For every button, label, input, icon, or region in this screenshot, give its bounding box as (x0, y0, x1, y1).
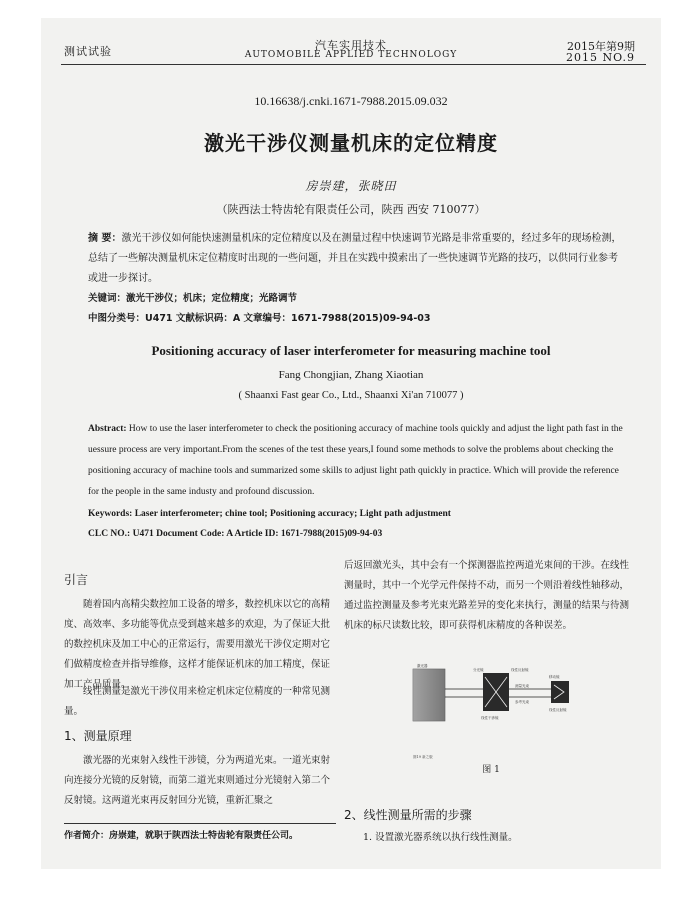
abstract-en-text: How to use the laser interferometer to check the positioning accuracy of machine tools quickly and adjust the light path fast in the uessure process are very important.From the scenes of the test these years,I found some methods to solve the problems about checking the positioning accuracy of machine tools and summarized some skills to adjust light path quickly in practice. Which will provide the reference for the people in the same industy and profound discussion. (88, 424, 623, 497)
title-zh: 激光干涉仪测量机床的定位精度 (204, 131, 498, 155)
journal-page (41, 18, 661, 869)
clc-en: CLC NO.: U471 Document Code: A Article ID: 1671-7988(2015)09-94-03 (88, 529, 383, 539)
header-section-label: 测试试验 (64, 45, 112, 58)
fig-label-splitter: 分光镜 (473, 668, 484, 672)
right-paragraph-1: 后返回激光头，其中会有一个探测器监控两道光束间的干涉。在线性测量时，其中一个光学元件保持不动，而另一个则沿着线性轴移动，通过监控测量及参考光束光路差异的变化来执行，测量的结果与待测机床的标尺读数比较，即可获得机床精度的各种误差。 (344, 560, 630, 631)
fig-source: 图19 新之版 (413, 755, 433, 759)
doi: 10.16638/j.cnki.1671-7988.2015.09.032 (254, 94, 448, 108)
abstract-zh-text: 激光干涉仪如何能快速测量机床的定位精度以及在测量过程中快速调节光路是非常重要的，经过多年的现场检测，总结了一些解决测量机床定位精度时出现的一些问题，并且在实践中摸索出了一些快速调节光路的技巧，以供同行业参考或进一步探讨。 (88, 233, 622, 284)
header-journal-zh: 汽车实用技术 (315, 39, 387, 52)
figure-1-diagram (411, 663, 581, 771)
authors-zh: 房崇建，张晓田 (305, 179, 397, 193)
keywords-en: Keywords: Laser interferometer; chine tool; Positioning accuracy; Light path adjustment (88, 509, 451, 519)
header-rule (61, 64, 646, 65)
intro-paragraph-2: 线性测量是激光干涉仪用来检定机床定位精度的一种常见测量。 (64, 686, 331, 717)
abstract-zh-label: 摘 要： (88, 233, 122, 244)
figure-1-caption: 图 1 (482, 765, 500, 775)
fig-label-beam-ref: 参考光束 (515, 700, 529, 704)
footnote-rule (64, 823, 336, 824)
section-2-heading: 2、线性测量所需的步骤 (344, 808, 472, 822)
fig-label-fixed-mirror: 线性反射镜 (511, 668, 529, 672)
fig-label-moving-reflector: 线性反射镜 (549, 708, 567, 712)
affiliation-zh: （陕西法士特齿轮有限责任公司，陕西 西安 710077） (216, 203, 486, 216)
affiliation-en: ( Shaanxi Fast gear Co., Ltd., Shaanxi Xi'an 710077 ) (238, 390, 464, 401)
authors-en: Fang Chongjian, Zhang Xiaotian (278, 369, 424, 381)
abstract-zh (88, 229, 623, 289)
abstract-en-label: Abstract: (88, 424, 127, 434)
abstract-en (88, 419, 623, 503)
fig-label-moving-mirror: 移动镜 (549, 675, 560, 679)
header-issue-zh: 2015年第9期 (567, 40, 635, 53)
section-2-step-1: 1. 设置激光器系统以执行线性测量。 (363, 832, 518, 843)
fig-label-beam-meas: 测量光束 (515, 684, 529, 688)
section-1-paragraph: 激光器的光束射入线性干涉镜，分为两道光束。一道光束射向连接分光镜的反射镜，而第二道光束则通过分光镜射入第二个反射镜。这两道光束再反射回分光镜，重新汇聚之 (64, 755, 331, 806)
intro-paragraph-1: 随着国内高精尖数控加工设备的增多，数控机床以它的高精度、高效率、多功能等优点受到越来越多的欢迎，为了保证大批的数控机床及加工中心的正常运行，需要用激光干涉仪定期对它们做精度检查并指导维修，这样才能保证机床的加工精度，保证加工产品质量。 (64, 599, 331, 690)
mirror-block (551, 681, 569, 703)
fig-label-interferometer: 线性干涉镜 (481, 716, 499, 720)
clc-zh: 中图分类号：U471 文献标识码：A 文章编号：1671-7988(2015)09-94-03 (88, 313, 431, 324)
header-issue-en: 2015 NO.9 (566, 51, 635, 64)
keywords-zh: 关键词：激光干涉仪；机床；定位精度；光路调节 (88, 293, 298, 304)
intro-heading: 引言 (64, 573, 89, 587)
header-journal-en: AUTOMOBILE APPLIED TECHNOLOGY (244, 50, 458, 60)
title-en: Positioning accuracy of laser interferometer for measuring machine tool (151, 343, 551, 358)
footnote: 作者简介：房崇建，就职于陕西法士特齿轮有限责任公司。 (64, 831, 299, 841)
fig-label-laser: 激光器 (417, 664, 428, 668)
section-1-heading: 1、测量原理 (64, 729, 132, 743)
